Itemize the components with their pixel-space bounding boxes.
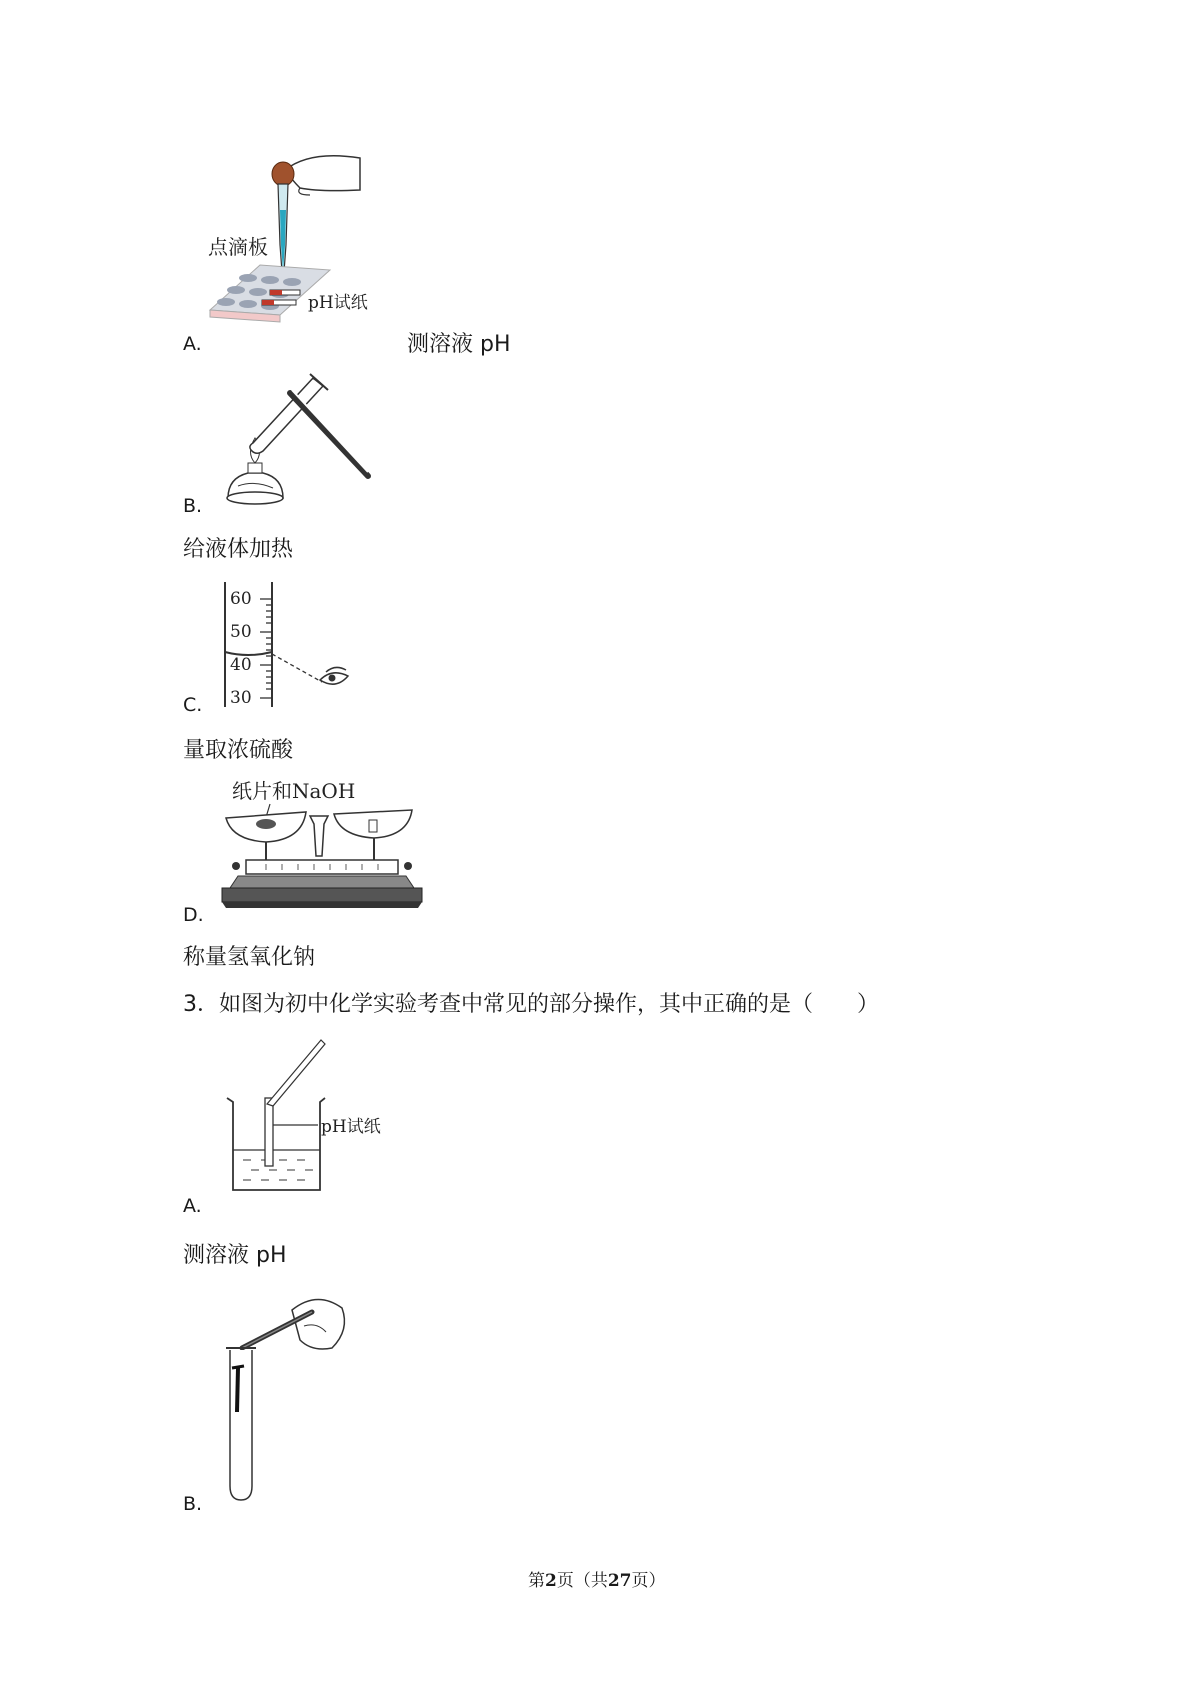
q3-a-paper-label: pH试纸 bbox=[321, 1117, 381, 1137]
page-footer bbox=[528, 1566, 666, 1591]
q3-b-letter: B. bbox=[183, 1493, 203, 1515]
footer-page-number: 2 bbox=[545, 1571, 557, 1591]
footer-middle: 页（共 bbox=[556, 1571, 608, 1591]
q2-d-figure bbox=[222, 776, 412, 916]
q2-c-tick-60: 60 bbox=[230, 589, 252, 609]
q2-b-figure bbox=[218, 368, 378, 518]
q3-a-figure bbox=[225, 1040, 405, 1200]
footer-total-pages: 27 bbox=[607, 1571, 632, 1591]
q2-c-caption: 量取浓硫酸 bbox=[183, 738, 294, 763]
q2-a-letter: A. bbox=[183, 333, 202, 355]
q3-a-letter: A. bbox=[183, 1195, 202, 1217]
q3-a-caption: 测溶液 pH bbox=[183, 1243, 287, 1268]
q2-a-figure bbox=[200, 150, 420, 350]
q2-b-caption: 给液体加热 bbox=[183, 537, 294, 562]
eye-icon bbox=[320, 667, 348, 684]
q2-c-tick-50: 50 bbox=[230, 622, 252, 642]
q2-a-caption: 测溶液 pH bbox=[407, 332, 511, 357]
q2-a-plate-label: 点滴板 bbox=[208, 235, 268, 259]
q3-stem: 3．如图为初中化学实验考查中常见的部分操作，其中正确的是（ ） bbox=[183, 992, 879, 1017]
q2-c-figure bbox=[220, 582, 380, 712]
q2-d-letter: D. bbox=[183, 904, 204, 926]
q2-d-label: 纸片和NaOH bbox=[232, 779, 356, 803]
q2-a-paper-label: pH试纸 bbox=[308, 293, 368, 313]
q3-b-figure bbox=[222, 1290, 362, 1510]
footer-prefix: 第 bbox=[528, 1571, 545, 1591]
q2-b-letter: B. bbox=[183, 495, 203, 517]
q2-d-caption: 称量氢氧化钠 bbox=[183, 945, 316, 970]
q2-c-tick-40: 40 bbox=[230, 655, 252, 675]
footer-suffix: 页） bbox=[631, 1571, 666, 1591]
q2-c-tick-30: 30 bbox=[230, 688, 252, 708]
q2-c-letter: C. bbox=[183, 694, 203, 716]
